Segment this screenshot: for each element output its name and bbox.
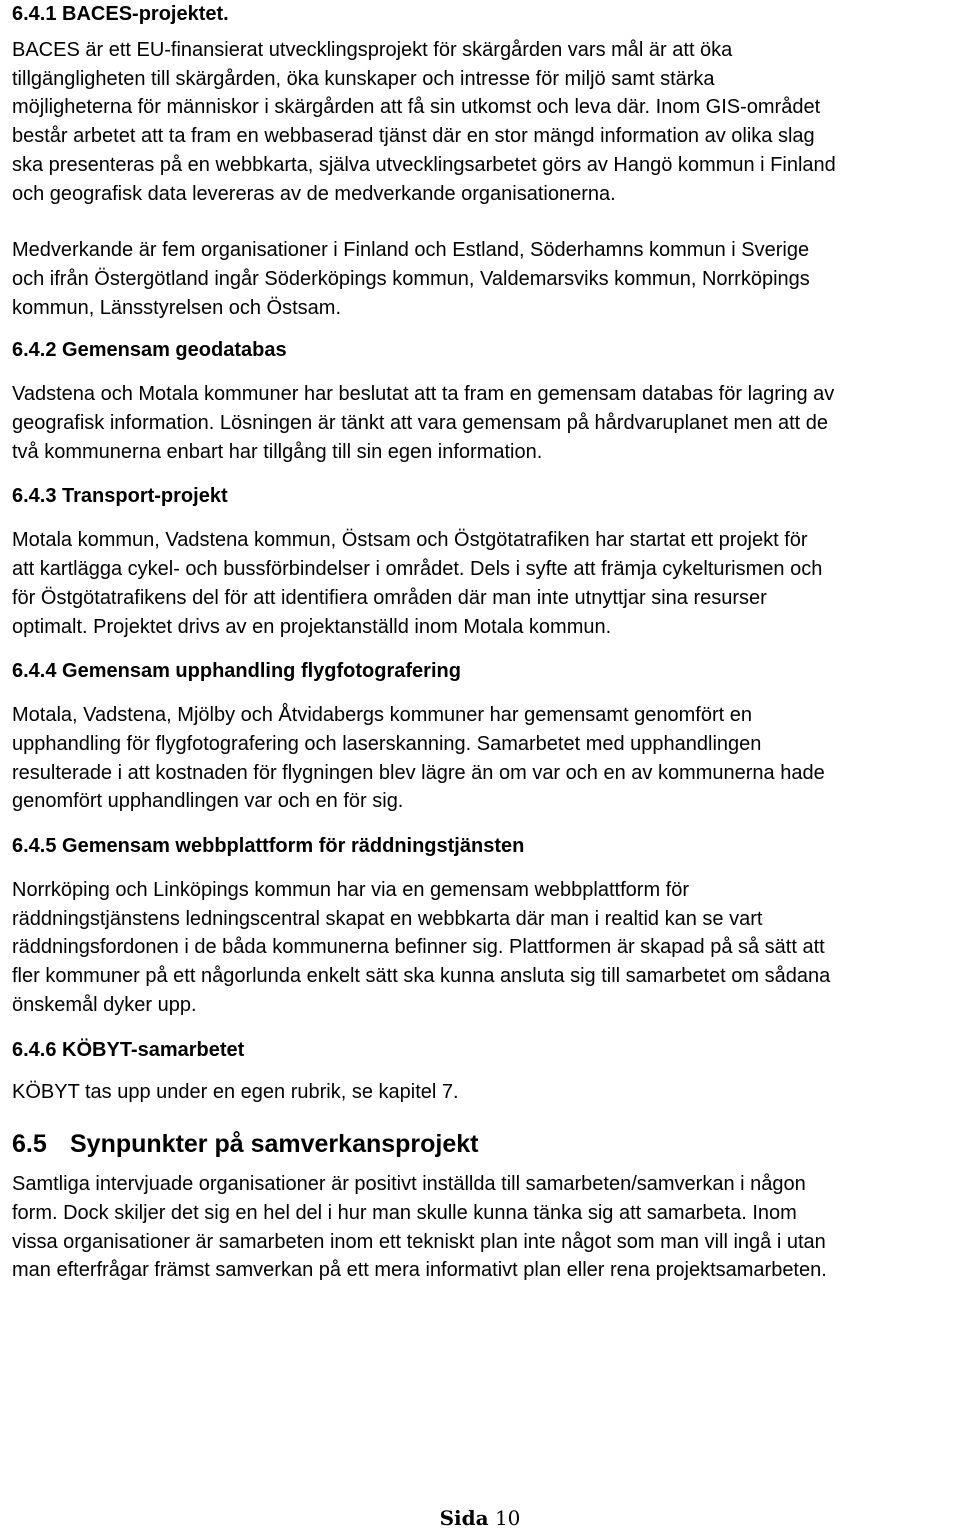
text-line: Vadstena och Motala kommuner har beslutat att ta fram en gemensam databas för lagring av bbox=[12, 383, 835, 406]
section-heading-raddningstjansten: 6.4.5 Gemensam webbplattform för räddningstjänsten bbox=[12, 835, 525, 858]
text-line: önskemål dyker upp. bbox=[12, 993, 197, 1016]
text-line: Norrköping och Linköpings kommun har via en gemensam webbplattform för bbox=[12, 879, 690, 902]
text-line: optimalt. Projektet drivs av en projektanställd inom Motala kommun. bbox=[12, 615, 612, 638]
text-line: räddningsfordonen i de båda kommunerna befinner sig. Plattformen är skapad på så sätt att bbox=[12, 936, 825, 959]
section-heading-kobyt: 6.4.6 KÖBYT-samarbetet bbox=[12, 1038, 245, 1061]
text-line: fler kommuner på ett någorlunda enkelt sätt ska kunna ansluta sig till samarbetet om sådana bbox=[12, 965, 831, 988]
section-number: 6.5 bbox=[12, 1130, 47, 1159]
section-heading-transport: 6.4.3 Transport-projekt bbox=[12, 485, 228, 508]
text-line: upphandling för flygfotografering och laserskanning. Samarbetet med upphandlingen bbox=[12, 732, 762, 755]
page-footer bbox=[0, 1505, 960, 1531]
text-line: räddningstjänstens ledningscentral skapat en webbkarta där man i realtid kan se vart bbox=[12, 907, 763, 930]
section-heading-geodatabas: 6.4.2 Gemensam geodatabas bbox=[12, 339, 287, 362]
text-line: och ifrån Östergötland ingår Söderköpings kommun, Valdemarsviks kommun, Norrköpings bbox=[12, 267, 810, 290]
paragraph-synpunkter bbox=[12, 1170, 952, 1285]
text-line: och geografisk data levereras av de medverkande organisationerna. bbox=[12, 182, 616, 205]
text-line: Medverkande är fem organisationer i Finland och Estland, Söderhamns kommun i Sverige bbox=[12, 239, 810, 262]
text-line: Samtliga intervjuade organisationer är positivt inställda till samarbeten/samverkan i någon bbox=[12, 1173, 806, 1196]
paragraph-kobyt bbox=[12, 1078, 952, 1107]
text-line: kommun, Länsstyrelsen och Östsam. bbox=[12, 296, 342, 319]
page-number: 10 bbox=[494, 1506, 521, 1530]
section-heading-synpunkter bbox=[12, 1128, 952, 1160]
paragraph-transport bbox=[12, 526, 952, 641]
text-line: man efterfrågar främst samverkan på ett mera informativt plan eller rena projektsamarbeten. bbox=[12, 1259, 827, 1282]
text-line: Motala kommun, Vadstena kommun, Östsam och Östgötatrafiken har startat ett projekt för bbox=[12, 529, 808, 552]
text-line: resulterade i att kostnaden för flygningen blev lägre än om var och en av kommunerna hade bbox=[12, 761, 825, 784]
paragraph-baces-intro bbox=[12, 36, 952, 208]
section-heading-baces: 6.4.1 BACES-projektet. bbox=[12, 3, 229, 25]
paragraph-baces-participants bbox=[12, 236, 952, 322]
text-line: BACES är ett EU-finansierat utvecklingsprojekt för skärgården vars mål är att öka bbox=[12, 39, 733, 61]
text-line: ska presenteras på en webbkarta, själva utvecklingsarbetet görs av Hangö kommun i Finland bbox=[12, 153, 836, 176]
text-line: består arbetet att ta fram en webbaserad tjänst där en stor mängd information av olika slag bbox=[12, 125, 815, 148]
section-title-text: Synpunkter på samverkansprojekt bbox=[70, 1130, 479, 1159]
paragraph-flygfotografering bbox=[12, 701, 952, 816]
page-label: Sida bbox=[439, 1506, 489, 1530]
text-line: tillgängligheten till skärgården, öka kunskaper och intresse för miljö samt stärka bbox=[12, 67, 715, 90]
document-page bbox=[12, 0, 952, 1285]
text-line: för Östgötatrafikens del för att identifiera områden där man inte utnyttjar sina resurser bbox=[12, 586, 767, 609]
text-line: KÖBYT tas upp under en egen rubrik, se kapitel 7. bbox=[12, 1080, 459, 1103]
text-line: form. Dock skiljer det sig en hel del i hur man skulle kunna tänka sig att samarbeta. Inom bbox=[12, 1201, 797, 1224]
text-line: vissa organisationer är samarbeten inom ett tekniskt plan inte något som man vill ingå i utan bbox=[12, 1230, 826, 1253]
text-line: geografisk information. Lösningen är tänkt att vara gemensam på hårdvaruplanet men att de bbox=[12, 412, 829, 435]
text-line: genomfört upphandlingen var och en för sig. bbox=[12, 790, 404, 813]
paragraph-raddningstjansten bbox=[12, 876, 952, 1020]
text-line: två kommunerna enbart har tillgång till sin egen information. bbox=[12, 440, 543, 463]
section-heading-flygfotografering: 6.4.4 Gemensam upphandling flygfotografering bbox=[12, 660, 461, 683]
text-line: att kartlägga cykel- och bussförbindelser i området. Dels i syfte att främja cykelturismen och bbox=[12, 558, 823, 581]
text-line: Motala, Vadstena, Mjölby och Åtvidabergs kommuner har gemensamt genomfört en bbox=[12, 704, 752, 727]
text-line: möjligheterna för människor i skärgården att få sin utkomst och leva där. Inom GIS-området bbox=[12, 96, 821, 119]
paragraph-geodatabas bbox=[12, 380, 952, 466]
